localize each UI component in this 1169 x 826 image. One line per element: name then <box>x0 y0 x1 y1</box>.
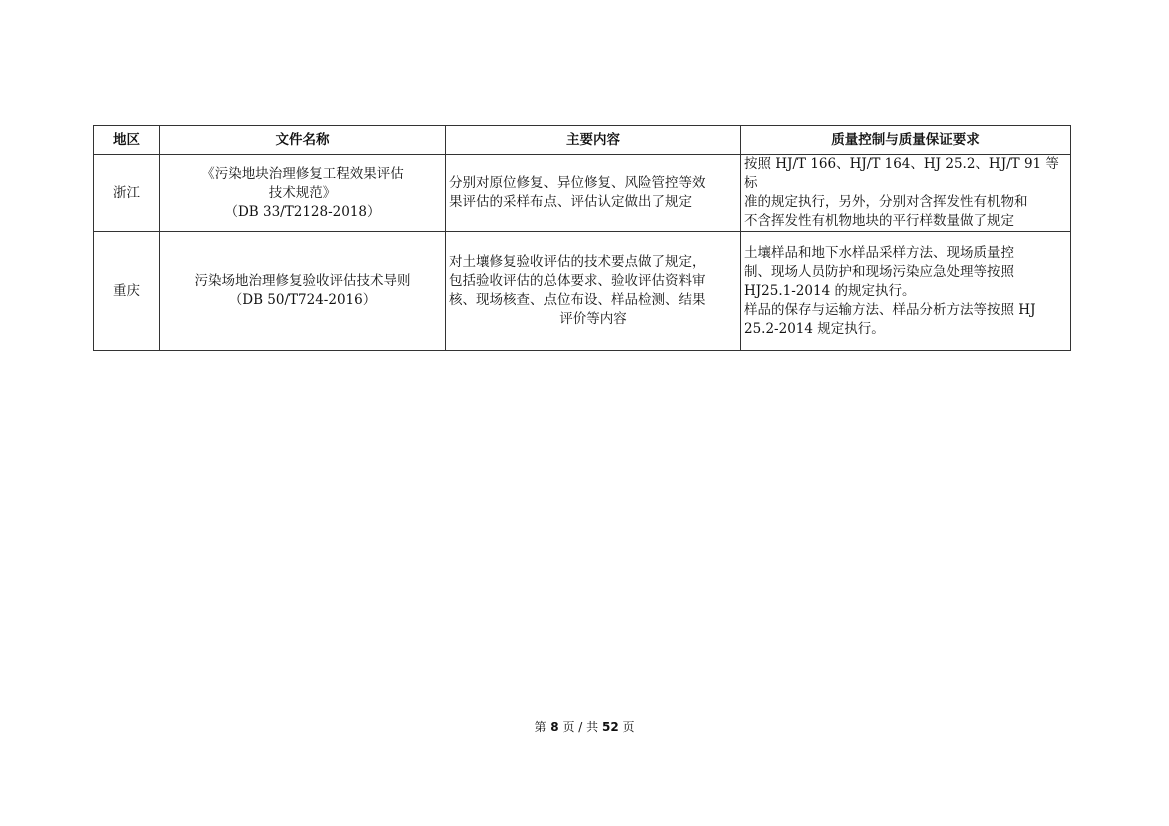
cell-line: 准的规定执行，另外，分别对含挥发性有机物和 <box>744 194 1028 210</box>
table-row <box>94 232 1071 351</box>
page-footer <box>0 718 1169 735</box>
table-row <box>94 155 1071 232</box>
cell-main-content <box>446 155 741 232</box>
standards-table <box>93 125 1071 351</box>
cell-line: 样品的保存与运输方法、样品分析方法等按照 HJ <box>744 301 1036 318</box>
footer-suffix: 页 <box>622 720 635 734</box>
cell-line: 《污染地块治理修复工程效果评估 <box>201 165 404 182</box>
cell-line: 分别对原位修复、异位修复、风险管控等效 <box>449 175 706 191</box>
table-header-row <box>94 126 1071 155</box>
current-page-number: 8 <box>550 720 559 734</box>
cell-quality-requirements <box>741 155 1071 232</box>
cell-line: 制、现场人员防护和现场污染应急处理等按照 <box>744 263 1014 280</box>
total-page-count: 52 <box>602 720 619 734</box>
cell-quality-requirements <box>741 232 1071 351</box>
cell-line: 污染场地治理修复验收评估技术导则 <box>194 273 411 289</box>
cell-region: 重庆 <box>94 232 160 351</box>
cell-line: 25.2-2014 规定执行。 <box>744 320 885 337</box>
header-region: 地区 <box>94 126 160 155</box>
header-quality-requirements: 质量控制与质量保证要求 <box>741 126 1071 155</box>
cell-main-content <box>446 232 741 351</box>
header-main-content: 主要内容 <box>446 126 741 155</box>
cell-line: 按照 HJ/T 166、HJ/T 164、HJ 25.2、HJ/T 91 等标 <box>744 156 1059 191</box>
cell-line: 评价等内容 <box>559 311 627 327</box>
cell-region: 浙江 <box>94 155 160 232</box>
cell-line: 不含挥发性有机物地块的平行样数量做了规定 <box>744 213 1014 229</box>
cell-line: 对土壤修复验收评估的技术要点做了规定， <box>449 254 706 270</box>
cell-line: 土壤样品和地下水样品采样方法、现场质量控 <box>744 244 1014 261</box>
cell-line: （DB 50/T724-2016） <box>228 292 377 308</box>
footer-prefix: 第 <box>534 720 547 734</box>
cell-line: 技术规范》 <box>268 184 337 201</box>
cell-line: 果评估的采样布点、评估认定做出了规定 <box>449 194 692 210</box>
cell-line: HJ25.1-2014 的规定执行。 <box>744 282 916 299</box>
cell-line: 核、现场核查、点位布设、样品检测、结果 <box>449 292 706 308</box>
header-document-name: 文件名称 <box>160 126 446 155</box>
footer-middle: 页 / 共 <box>562 720 599 734</box>
cell-line: （DB 33/T2128-2018） <box>224 203 381 220</box>
cell-document-name <box>160 232 446 351</box>
cell-document-name <box>160 155 446 232</box>
cell-line: 包括验收评估的总体要求、验收评估资料审 <box>449 273 706 289</box>
